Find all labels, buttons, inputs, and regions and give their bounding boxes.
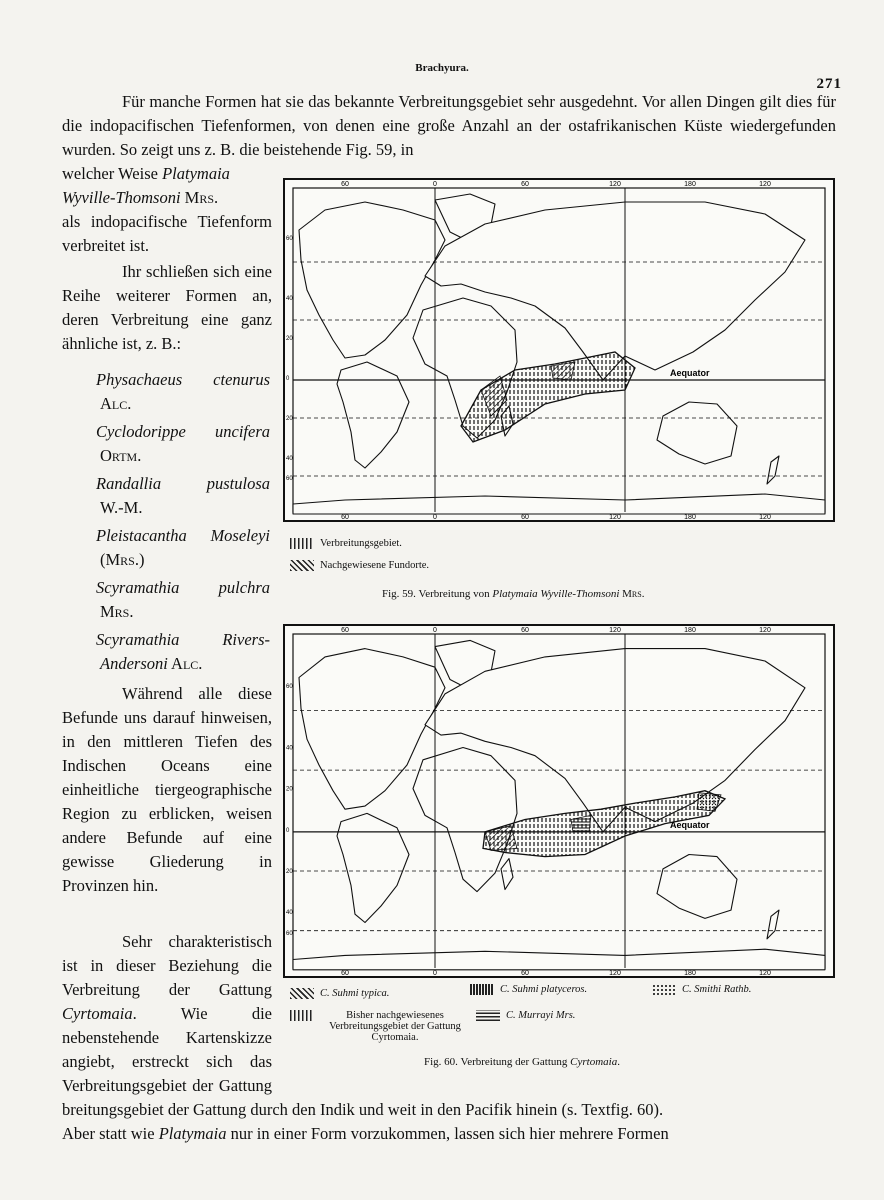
bottom-tick-label: 0 [433, 970, 437, 976]
bottom-tick-label: 120 [759, 970, 771, 976]
top-tick-label: 60 [341, 627, 349, 634]
pattern-swatch [290, 988, 314, 999]
species-name: Scyramathia pulchra [96, 578, 270, 597]
bottom-tick-label: 120 [759, 514, 771, 520]
bottom-tick-label: 0 [433, 514, 437, 520]
paragraph-cyrtomaia-end: breitungsgebiet der Gattung durch den Indik und weit in den Pacifik hinein (s. Textfig. 60). Aber statt wie Platymaia nur in einer Form vorzukommen, lassen sich hier mehrere Formen [62, 1100, 669, 1143]
legend-item: C. Murrayi Mrs. [476, 1010, 575, 1021]
left-tick-label: 60 [286, 476, 293, 482]
map-fig-59 [283, 178, 835, 522]
top-tick-label: 180 [684, 627, 696, 634]
left-tick-label: 0 [286, 827, 290, 834]
species-entry [96, 368, 270, 416]
species-author: (Mrs.) [100, 550, 145, 569]
world-map-59 [285, 180, 833, 520]
australia [657, 402, 737, 464]
species-entry [96, 524, 270, 572]
left-tick-label: 20 [286, 336, 293, 342]
south-america [337, 813, 409, 922]
page-number: 271 [816, 76, 842, 92]
species-locality-patch [697, 793, 721, 812]
bottom-tick-label: 120 [609, 514, 621, 520]
top-tick-label: 180 [684, 181, 696, 188]
legend-item: C. Smithi Rathb. [652, 984, 751, 995]
legend-item: Nachgewiesene Fundorte. [290, 560, 429, 571]
pattern-swatch [476, 1010, 500, 1021]
species-entry [96, 576, 270, 624]
species-author: Mrs. [100, 602, 134, 621]
left-tick-label: 20 [286, 416, 293, 422]
south-america [337, 362, 409, 468]
running-title: Brachyura. [415, 62, 469, 74]
legend-item: Verbreitungsgebiet. [290, 538, 402, 549]
left-tick-label: 20 [286, 869, 293, 876]
top-tick-label: 120 [609, 627, 621, 634]
new-zealand [767, 910, 779, 939]
bottom-tick-label: 60 [521, 970, 529, 976]
text-line: welcher Weise Platymaia [62, 164, 230, 183]
pattern-swatch [290, 538, 314, 549]
bottom-tick-label: 60 [341, 514, 349, 520]
legend-item: C. Suhmi platyceros. [470, 984, 587, 995]
left-tick-label: 60 [286, 683, 293, 690]
species-name: Pleistacantha Moseleyi [96, 526, 270, 545]
australia [657, 855, 737, 919]
pattern-swatch [290, 560, 314, 571]
legend-item: Bisher nachgewiesenes Verbreitungsgebiet der Gattung Cyrtomaia. [290, 1010, 470, 1043]
equator-label: Aequator [670, 819, 710, 830]
madagascar [501, 859, 513, 890]
paragraph-similar: Ihr schließen sich eine Reihe weiterer Formen an, deren Verbreitung eine ganz ähnliche ist, z. B.: [62, 262, 272, 353]
top-tick-label: 60 [341, 181, 349, 188]
species-author: Andersoni Alc. [100, 654, 203, 673]
species-name: Scyramathia Rivers- [96, 630, 270, 649]
species-entry [96, 628, 270, 676]
top-tick-label: 0 [433, 627, 437, 634]
new-zealand [767, 456, 779, 484]
figure-caption-60: Fig. 60. Verbreitung der Gattung Cyrtomaia. [424, 1056, 620, 1068]
left-tick-label: 40 [286, 910, 293, 917]
world-map-60 [285, 626, 833, 976]
species-author: W.-M. [100, 498, 143, 517]
species-name: Randallia pustulosa [96, 474, 270, 493]
left-tick-label: 60 [286, 236, 293, 242]
bottom-tick-label: 60 [521, 514, 529, 520]
bottom-tick-label: 180 [684, 514, 696, 520]
bottom-tick-label: 60 [341, 970, 349, 976]
paragraph-intro: Für manche Formen hat sie das bekannte Verbreitungsgebiet sehr ausgedehnt. Vor allen Dingen gilt dies für die indopacifischen Tiefenformen, von denen eine große Anzahl an der ostafrikanischen Küste wiedergefunden wurden. So zeigt uns z. B. die beistehende Fig. 59, in [62, 92, 836, 159]
left-tick-label: 0 [286, 376, 290, 382]
paragraph-provinces: Während alle diese Befunde uns darauf hinweisen, in den mittleren Tiefen des Indischen Oceans eine einheitliche tiergeographische Region zu erblicken, weisen andere Befunde auf eine gewisse Gliederung in Provinzen hin. [62, 684, 272, 895]
left-tick-label: 60 [286, 930, 293, 937]
antarctica-coast [293, 494, 825, 514]
paragraph-intro-continued [62, 162, 272, 258]
legend-item: C. Suhmi typica. [290, 988, 389, 999]
left-tick-label: 40 [286, 296, 293, 302]
left-tick-label: 20 [286, 786, 293, 793]
top-tick-label: 120 [759, 181, 771, 188]
top-tick-label: 60 [521, 627, 529, 634]
map-fig-60 [283, 624, 835, 978]
text-line: Wyville-Thomsoni Mrs. [62, 188, 219, 207]
bottom-tick-label: 120 [609, 970, 621, 976]
top-tick-label: 120 [759, 627, 771, 634]
species-name: Cyclodorippe uncifera [96, 422, 270, 441]
species-entry [96, 472, 270, 520]
left-tick-label: 40 [286, 745, 293, 752]
figure-caption-59: Fig. 59. Verbreitung von Platymaia Wyville-Thomsoni Mrs. [382, 588, 645, 600]
left-tick-label: 40 [286, 456, 293, 462]
species-author: Ortm. [100, 446, 142, 465]
equator-label: Aequator [670, 368, 710, 378]
antarctica-coast [293, 949, 825, 970]
top-tick-label: 0 [433, 181, 437, 188]
species-list [96, 368, 270, 680]
species-name: Physachaeus ctenurus [96, 370, 270, 389]
species-author: Alc. [100, 394, 132, 413]
bottom-tick-label: 180 [684, 970, 696, 976]
pattern-swatch [470, 984, 494, 995]
pattern-swatch [652, 984, 676, 995]
species-entry [96, 420, 270, 468]
paragraph-cyrtomaia: Sehr charakteristisch ist in dieser Beziehung die Verbreitung der Gattung Cyrtomaia. Wie die nebenstehende Kartenskizze angiebt, erstreckt sich das Verbreitungsgebiet der Gattung [62, 932, 272, 1095]
pattern-swatch [290, 1010, 314, 1021]
text-line: als indopacifische Tiefenform verbreitet ist. [62, 212, 272, 255]
top-tick-label: 60 [521, 181, 529, 188]
top-tick-label: 120 [609, 181, 621, 188]
